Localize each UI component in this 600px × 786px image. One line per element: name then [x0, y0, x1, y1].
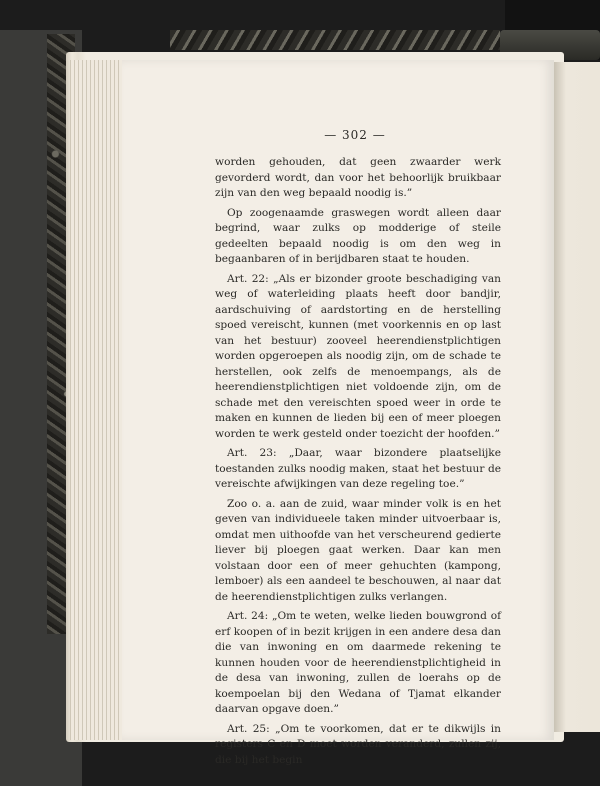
page-number: — 302 — — [324, 128, 386, 142]
page-edges — [70, 60, 126, 740]
page-body-text — [215, 155, 501, 772]
paragraph: Zoo o. a. aan de zuid, waar minder volk is en het geven van individueele taken minder uitvoerbaar is, omdat men uithoofde van het verscheurend gedierte liever bij ploegen gaat werken. Daar kan men volstaan door een of meer gehuchten (kampong, lemboer) als een aandeel te beschouwen, al naar dat de heerendienstplichtigen zulks verlangen. — [215, 497, 501, 603]
paragraph: Op zoogenaamde graswegen wordt alleen daar begrind, waar zulks op modderige of steile gedeelten bepaald noodig is om den weg in begaanbaren of in berijdbaren staat te houden. — [215, 206, 501, 265]
paragraph: worden gehouden, dat geen zwaarder werk gevorderd wordt, dan voor het behoorlijk bruikbaar zijn van den weg bepaald noodig is.” — [215, 156, 501, 199]
facing-page-edge — [554, 62, 600, 732]
paragraph: Art. 24: „Om te weten, welke lieden bouwgrond of erf koopen of in bezit krijgen in een andere desa dan die van inwoning en om daarmede rekening te kunnen houden voor de heerendienstplichtigheid in de desa van inwoning, zullen de loerahs op de koempoelan bij den Wedana of Tjamat elkander daarvan opgave doen.” — [215, 610, 501, 715]
marbled-endpaper-top — [170, 30, 500, 50]
paragraph: Art. 23: „Daar, waar bizondere plaatselijke toestanden zulks noodig maken, staat het bestuur de vereischte afwijkingen van deze regeling toe.” — [215, 447, 501, 490]
paragraph: Art. 25: „Om te voorkomen, dat er te dikwijls in registers C en D moet worden veranderd, zullen zij, die bij het begin — [215, 722, 501, 766]
paragraph: Art. 22: „Als er bizonder groote beschadiging van weg of waterleiding plaats heeft door bandjir, aardschuiving of aardstorting en de herstelling spoed vereischt, kunnen (met voorkennis en op last van het bestuur) zooveel heerendienstplichtigen worden opgeroepen als noodig zijn, om de schade te herstellen, ook zelfs de menoempangs, als de heerendienstplichtigen niet voldoende zijn, om de schade met den vereischten spoed weer in orde te maken en kunnen de lieden bij een of meer ploegen worden te werk gesteld onder toezicht der hoofden.” — [215, 272, 501, 440]
